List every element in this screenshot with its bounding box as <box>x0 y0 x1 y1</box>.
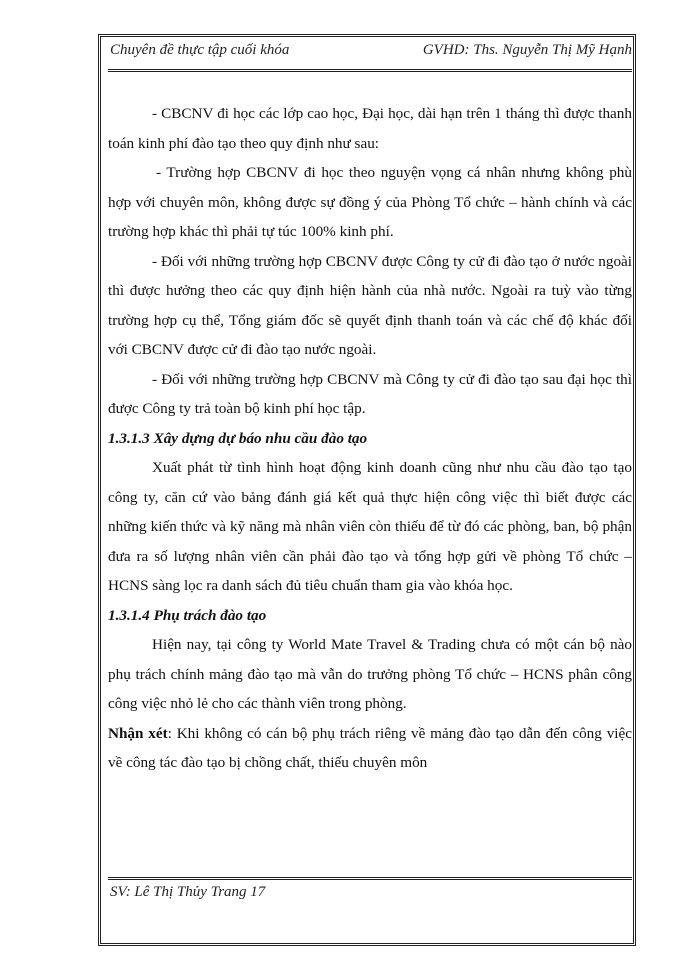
remark-label: Nhận xét <box>108 724 168 742</box>
page-header <box>110 42 632 59</box>
paragraph-postgraduate: - Đối với những trường hợp CBCNV mà Công ty cử đi đào tạo sau đại học thì được Công ty trả toàn bộ kinh phí học tập. <box>108 370 632 417</box>
paragraph-training-responsibility: Hiện nay, tại công ty World Mate Travel & Trading chưa có một cán bộ nào phụ trách chính mảng đào tạo mà vẫn do trưởng phòng Tổ chức – HCNS phân công công việc nhỏ lẻ cho các thành viên trong phòng. <box>108 636 632 712</box>
paragraph-demand-forecast: Xuất phát từ tình hình hoạt động kinh doanh cũng như nhu cầu đào tạo tạo công ty, căn cứ vào bảng đánh giá kết quả thực hiện công việc thì biết được các những kiến thức và kỹ năng mà nhân viên còn thiếu để từ đó các phòng, ban, bộ phận đưa ra số lượng nhân viên cần phải đào tạo và tổng hợp gửi về phòng Tổ chức – HCNS sàng lọc ra danh sách đủ tiêu chuẩn tham gia vào khóa học. <box>108 459 632 594</box>
paragraph-remark <box>108 719 632 778</box>
remark-text: : Khi không có cán bộ phụ trách riêng về mảng đào tạo dẫn đến công việc về công tác đào tạo bị chồng chất, thiếu chuyên môn <box>108 724 632 771</box>
footer-rule <box>108 877 632 880</box>
header-advisor: GVHD: Ths. Nguyễn Thị Mỹ Hạnh <box>422 42 632 58</box>
section-heading-training-responsibility: 1.3.1.4 Phụ trách đào tạo <box>108 606 267 624</box>
header-rule <box>108 69 632 72</box>
paragraph-training-cost: - CBCNV đi học các lớp cao học, Đại học, dài hạn trên 1 tháng thì được thanh toán kinh phí đào tạo theo quy định như sau: <box>108 105 632 152</box>
paragraph-overseas-training: - Đối với những trường hợp CBCNV được Công ty cử đi đào tạo ở nước ngoài thì được hưởng theo các quy định hiện hành của nhà nước. Ngoài ra tuỳ vào từng trường hợp cụ thể, Tổng giám đốc sẽ quyết định thanh toán và các chế độ khác đối với CBCNV được cử đi đào tạo nước ngoài. <box>108 252 632 358</box>
section-heading-demand-forecast: 1.3.1.3 Xây dựng dự báo nhu cầu đào tạo <box>108 429 368 447</box>
paragraph-personal-study: - Trường hợp CBCNV đi học theo nguyện vọng cá nhân nhưng không phù hợp với chuyên môn, không được sự đồng ý của Phòng Tổ chức – hành chính và các trường hợp khác thì phải tự túc 100% kinh phí. <box>108 164 632 240</box>
page-footer: SV: Lê Thị Thủy Trang 17 <box>110 884 266 900</box>
header-topic: Chuyên đề thực tập cuối khóa <box>110 42 290 58</box>
document-body <box>108 99 632 778</box>
